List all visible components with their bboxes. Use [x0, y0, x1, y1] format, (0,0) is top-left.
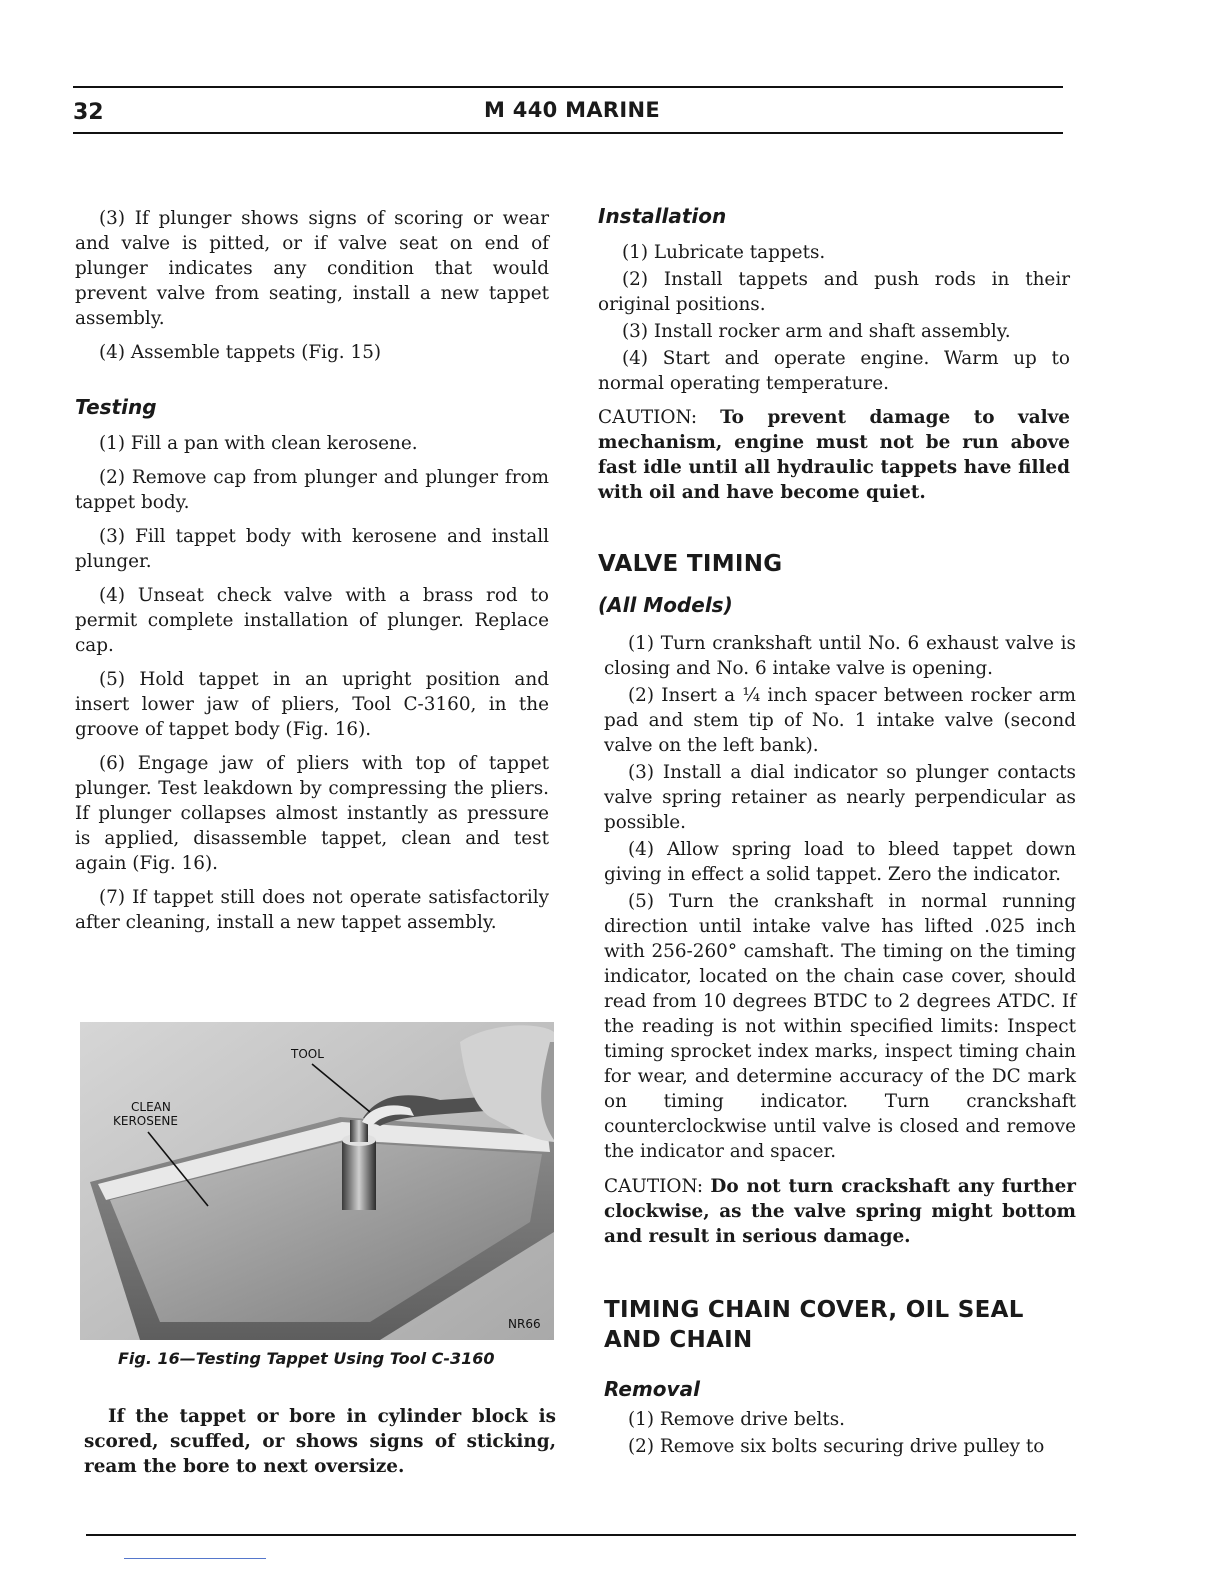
removal-step: (2) Remove six bolts securing drive pulley to — [628, 1436, 1045, 1457]
all-models-heading: (All Models) — [598, 593, 733, 617]
label-kerosene: KEROSENE — [113, 1114, 178, 1128]
paragraph-tappet-3: (3) If plunger shows signs of scoring or wear and valve is pitted, or if valve seat on end of plunger indicates any condition that would prevent valve from seating, install a new tappet assembly. — [75, 208, 549, 329]
left-column — [75, 206, 549, 944]
testing-heading: Testing — [75, 395, 157, 419]
testing-step: (3) Fill tappet body with kerosene and install plunger. — [75, 526, 549, 572]
installation-step: (2) Install tappets and push rods in their original positions. — [598, 269, 1070, 315]
caution-text: Do not turn crackshaft any further clockwise, as the valve spring might bottom and result in serious damage. — [604, 1176, 1076, 1247]
timing-chain-heading-line-2: AND CHAIN — [604, 1327, 753, 1353]
valve-timing-step: (3) Install a dial indicator so plunger contacts valve spring retainer as nearly perpendicular as possible. — [604, 762, 1076, 833]
testing-step: (1) Fill a pan with clean kerosene. — [99, 433, 418, 454]
right-column — [598, 204, 1070, 623]
installation-step: (4) Start and operate engine. Warm up to normal operating temperature. — [598, 348, 1070, 394]
figure-16-photo — [80, 1022, 554, 1340]
caution-label: CAUTION: — [604, 1176, 704, 1197]
valve-timing-step: (4) Allow spring load to bleed tappet down giving in effect a solid tappet. Zero the indicator. — [604, 839, 1076, 885]
testing-step: (2) Remove cap from plunger and plunger from tappet body. — [75, 467, 549, 513]
caution-valve-mechanism — [598, 405, 1070, 505]
installation-heading: Installation — [598, 204, 727, 228]
header-bottom-rule — [73, 132, 1063, 134]
valve-timing-step: (1) Turn crankshaft until No. 6 exhaust valve is closing and No. 6 intake valve is opening. — [604, 633, 1076, 679]
figure-caption: Fig. 16—Testing Tappet Using Tool C-3160 — [118, 1349, 495, 1368]
label-tool: TOOL — [291, 1047, 324, 1061]
testing-step: (5) Hold tappet in an upright position and insert lower jaw of pliers, Tool C-3160, in the groove of tappet body (Fig. 16). — [75, 669, 549, 740]
page-number: 32 — [73, 100, 104, 125]
footer-rule — [86, 1534, 1076, 1536]
valve-timing-step: (2) Insert a ¼ inch spacer between rocker arm pad and stem tip of No. 1 intake valve (second valve on the left bank). — [604, 685, 1076, 756]
caution-label: CAUTION: — [598, 407, 698, 428]
testing-step: (7) If tappet still does not operate satisfactorily after cleaning, install a new tappet assembly. — [75, 887, 549, 933]
header-top-rule — [73, 86, 1063, 88]
removal-heading: Removal — [604, 1377, 700, 1401]
tappet-body — [342, 1140, 376, 1210]
timing-chain-heading — [604, 1295, 1076, 1355]
bottom-note: If the tappet or bore in cylinder block is scored, scuffed, or shows signs of sticking, ream the bore to next oversize. — [84, 1406, 556, 1477]
installation-step: (1) Lubricate tappets. — [622, 242, 826, 263]
valve-timing-step: (5) Turn the crankshaft in normal running direction until intake valve has lifted .025 inch with 256-260° camshaft. The timing on the timing indicator, located on the chain case cover, should read from 10 degrees BTDC to 2 degrees ATDC. If the reading is not within specified limits: Inspect timing sprocket index marks, inspect timing chain for wear, and determine accuracy of the DC mark on timing indicator. Turn cranckshaft counterclockwise until valve is closed and remove the indicator and spacer. — [604, 891, 1076, 1162]
testing-step: (4) Unseat check valve with a brass rod to permit complete installation of plunger. Replace cap. — [75, 585, 549, 656]
valve-timing-heading: VALVE TIMING — [598, 551, 783, 577]
removal-step: (1) Remove drive belts. — [628, 1409, 846, 1430]
footer-short-rule — [124, 1558, 266, 1559]
testing-step: (6) Engage jaw of pliers with top of tappet plunger. Test leakdown by compressing the pliers. If plunger collapses almost instantly as pressure is applied, disassemble tappet, clean and test again (Fig. 16). — [75, 753, 549, 874]
right-column-lower — [604, 631, 1076, 1461]
caution-text: To prevent damage to valve mechanism, engine must not be run above fast idle until all hydraulic tappets have filled with oil and have become quiet. — [598, 407, 1070, 503]
installation-step: (3) Install rocker arm and shaft assembly. — [622, 321, 1011, 342]
page-title: M 440 MARINE — [484, 98, 661, 122]
figure-code: NR66 — [508, 1317, 541, 1331]
left-bottom-note — [84, 1404, 556, 1488]
label-clean: CLEAN — [131, 1100, 171, 1114]
paragraph-tappet-4: (4) Assemble tappets (Fig. 15) — [99, 342, 382, 363]
caution-crankshaft — [604, 1174, 1076, 1249]
timing-chain-heading-line-1: TIMING CHAIN COVER, OIL SEAL — [604, 1297, 1024, 1323]
